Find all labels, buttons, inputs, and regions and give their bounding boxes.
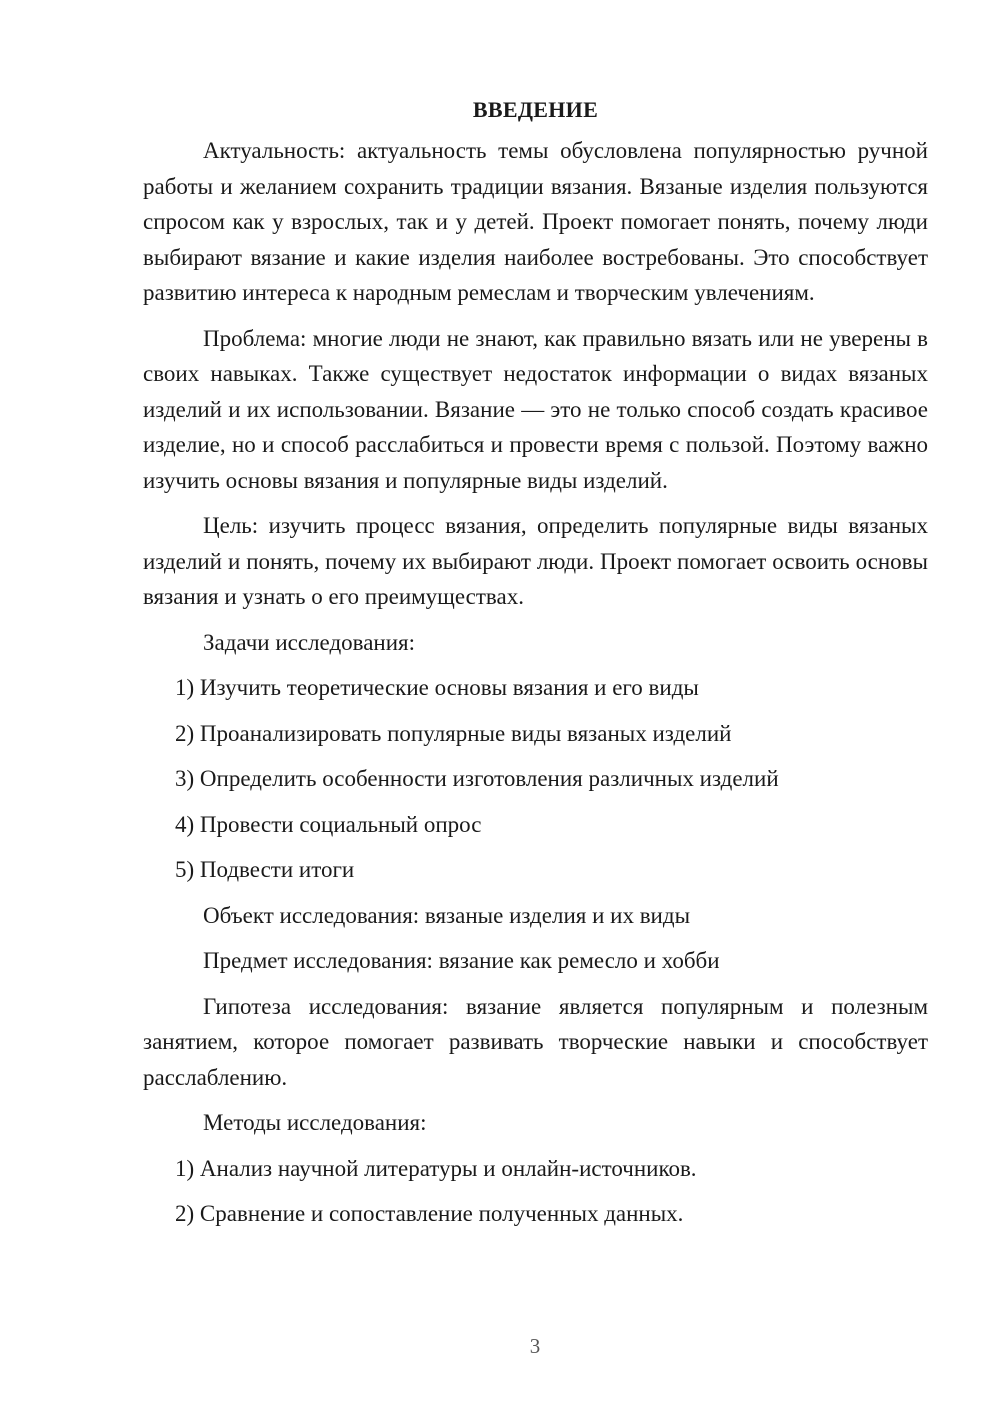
tasks-heading: Задачи исследования: xyxy=(203,629,416,655)
methods-heading: Методы исследования: xyxy=(203,1110,427,1135)
method-item: 2) Сравнение и сопоставление полученных данных. xyxy=(175,1201,684,1226)
hypothesis-paragraph: Гипотеза исследования: вязание является популярным и полезным занятием, которое помогает развивать творческие навыки и способствует расслаблению. xyxy=(143,993,928,1090)
page-title: ВВЕДЕНИЕ xyxy=(472,97,599,122)
relevance-paragraph: Актуальность: актуальность темы обусловлена популярностью ручной работы и желанием сохранить традиции вязания. Вязаные изделия пользуются спросом как у взрослых, так и у детей. Проект помогает понять, почему люди выбирают вязание и какие изделия наиболее востребованы. Это способствует развитию интереса к народным ремеслам и творческим увлечениям. xyxy=(143,138,928,305)
page-number: 3 xyxy=(529,1334,541,1358)
method-item: 1) Анализ научной литературы и онлайн-источников. xyxy=(175,1155,697,1181)
research-object: Объект исследования: вязаные изделия и их виды xyxy=(203,902,691,928)
task-item: 2) Проанализировать популярные виды вязаных изделий xyxy=(175,720,732,746)
task-item: 1) Изучить теоретические основы вязания и его виды xyxy=(175,675,699,700)
task-item: 3) Определить особенности изготовления различных изделий xyxy=(175,766,779,791)
problem-paragraph: Проблема: многие люди не знают, как правильно вязать или не уверены в своих навыках. Также существует недостаток информации о видах вязаных изделий и их использовании. Вязание — это не только способ создать красивое изделие, но и способ расслабиться и провести время с пользой. Поэтому важно изучить основы вязания и популярные виды изделий. xyxy=(143,325,928,493)
task-item: 4) Провести социальный опрос xyxy=(175,811,482,837)
goal-paragraph: Цель: изучить процесс вязания, определить популярные виды вязаных изделий и понять, почему их выбирают люди. Проект помогает освоить основы вязания и узнать о его преимуществах. xyxy=(143,513,928,609)
task-item: 5) Подвести итоги xyxy=(175,857,355,882)
page-content xyxy=(143,92,928,1242)
research-subject: Предмет исследования: вязание как ремесло и хобби xyxy=(203,948,720,973)
